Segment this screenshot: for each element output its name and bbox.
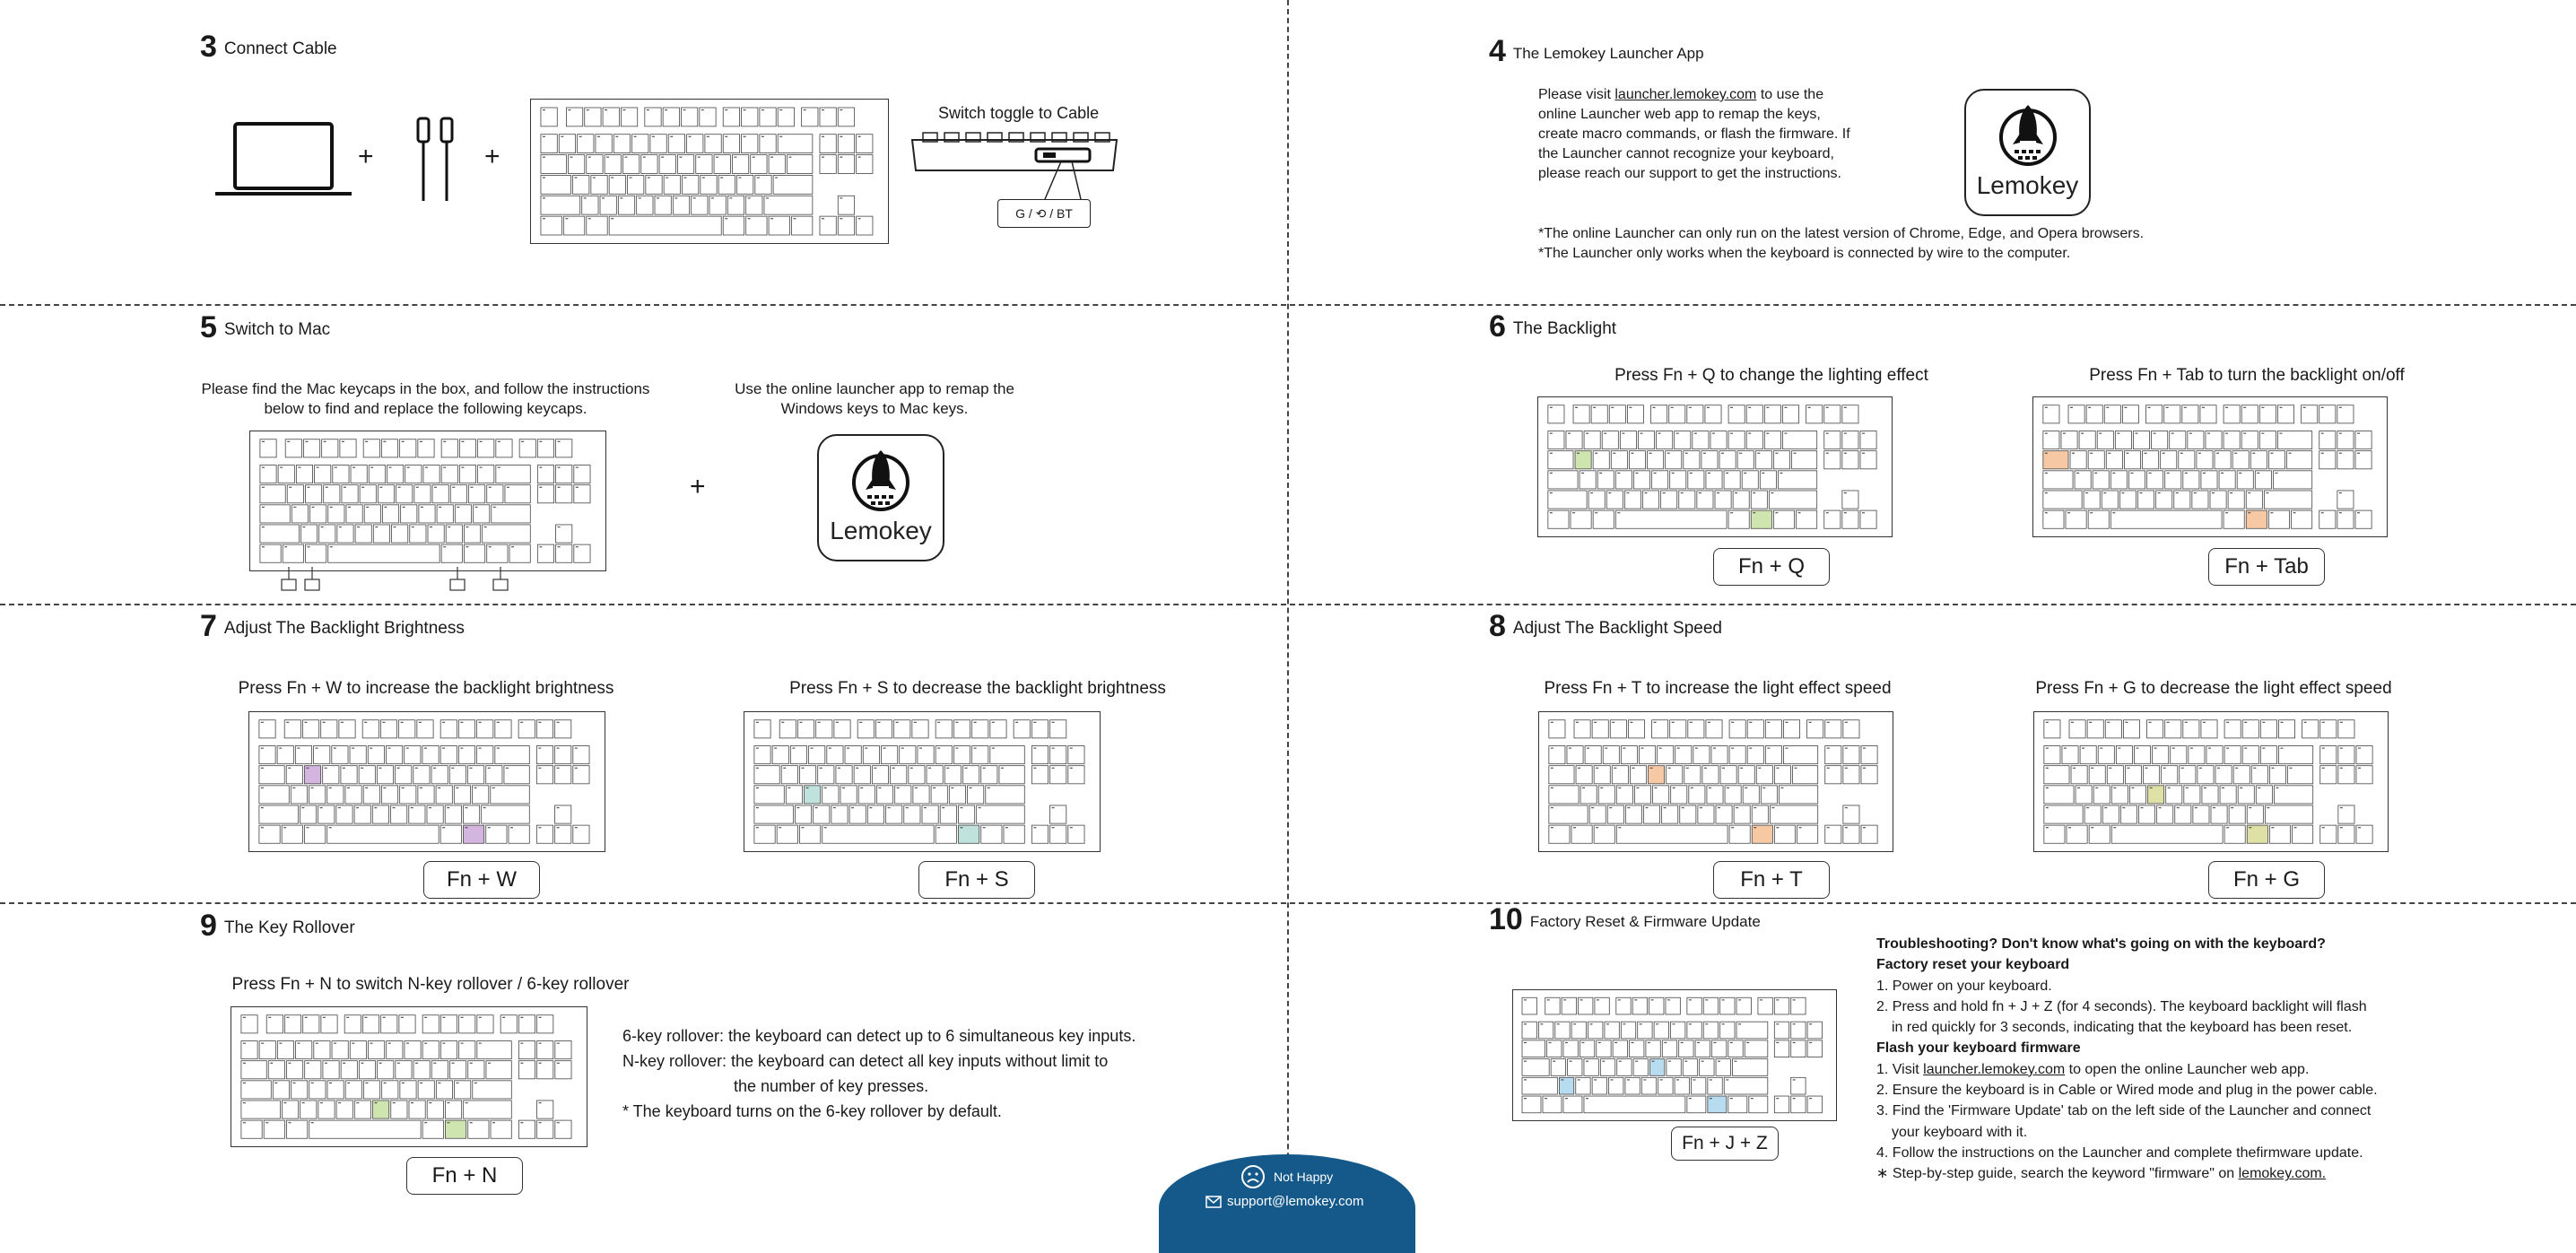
section-number: 6 [1489, 309, 1506, 344]
section-8-heading [1489, 609, 1722, 644]
fn-n-caption: Press Fn + N to switch N-key rollover / 6-key rollover [231, 975, 630, 994]
remap-caption: Use the online launcher app to remap the Windows keys to Mac keys. [735, 380, 1014, 417]
lemokey-logo [817, 434, 944, 561]
keyboard-diagram [1512, 989, 1837, 1121]
fn-q-caption: Press Fn + Q to change the lighting effect [1614, 366, 1928, 385]
n-key-line-cont: the number of key presses. [734, 1077, 929, 1095]
support-email[interactable]: support@lemokey.com [1227, 1194, 1364, 1209]
section-title: Adjust The Backlight Brightness [223, 619, 465, 638]
flash-step-3-cont: your keyboard with it. [1892, 1124, 2028, 1140]
laptop-icon [213, 118, 353, 199]
flash-step-guide: ∗ Step-by-step guide, search the keyword "firmware" on lemokey.com. [1876, 1166, 2327, 1182]
fn-j-z-combo: Fn + J + Z [1671, 1127, 1779, 1161]
browser-note: *The online Launcher can only run on the latest version of Chrome, Edge, and Opera browsers. [1538, 226, 2145, 241]
not-happy-label: Not Happy [1274, 1170, 1334, 1184]
section-title: Connect Cable [223, 39, 337, 58]
sad-face-icon [1240, 1163, 1266, 1190]
plus-sign: + [484, 142, 500, 171]
n-key-line: N-key rollover: the keyboard can detect all key inputs without limit to [622, 1052, 1109, 1070]
rollover-explanation [622, 1023, 1136, 1124]
section-6-heading [1489, 309, 1616, 344]
rocket-icon [849, 447, 912, 515]
launcher-paragraph: Please visit launcher.lemokey.com to use the online Launcher web app to remap the keys, create macro commands, or flash the firmware. If the Launcher cannot recognize your keyboard, please reach our support to get the instructions. [1538, 87, 1850, 181]
keyboard-diagram [248, 711, 605, 852]
section-number: 3 [200, 30, 217, 64]
launcher-link[interactable]: launcher.lemokey.com [1614, 87, 1757, 102]
troubleshooting-text [1876, 934, 2378, 1185]
divider-1 [0, 304, 2576, 306]
section-title: Factory Reset & Firmware Update [1529, 913, 1761, 930]
keyboard-diagram [249, 431, 606, 571]
keyboard-diagram [1537, 396, 1893, 537]
divider-2 [0, 604, 2576, 605]
fn-g-combo: Fn + G [2208, 861, 2325, 899]
flash-step-3: 3. Find the 'Firmware Update' tab on the left side of the Launcher and connect [1876, 1103, 2371, 1119]
support-badge[interactable] [1159, 1154, 1415, 1253]
fn-g-caption: Press Fn + G to decrease the light effect speed [2035, 679, 2392, 698]
section-title: The Lemokey Launcher App [1512, 45, 1704, 62]
fn-s-caption: Press Fn + S to decrease the backlight brightness [789, 679, 1166, 698]
vertical-divider [1287, 0, 1289, 1221]
keyboard-diagram [1538, 711, 1893, 852]
plus-sign: + [358, 142, 374, 171]
fn-t-caption: Press Fn + T to increase the light effect speed [1544, 679, 1892, 698]
keycap-callouts [278, 567, 529, 597]
reset-step-2-cont: in red quickly for 3 seconds, indicating that the keyboard has been reset. [1892, 1020, 2353, 1036]
section-number: 10 [1489, 902, 1523, 936]
rocket-icon [1997, 101, 2059, 170]
reset-step-2: 2. Press and hold fn + J + Z (for 4 seconds). The keyboard backlight will flash [1876, 998, 2367, 1014]
section-7-heading [200, 609, 465, 644]
keyboard-diagram [2033, 711, 2389, 852]
wired-note: *The Launcher only works when the keyboard is connected by wire to the computer. [1538, 246, 2071, 261]
section-10-heading [1489, 902, 1761, 937]
fn-w-combo: Fn + W [423, 861, 540, 899]
reset-title: Factory reset your keyboard [1876, 957, 2070, 973]
section-title: Switch to Mac [223, 320, 331, 339]
fn-w-caption: Press Fn + W to increase the backlight brightness [238, 679, 614, 698]
fn-q-combo: Fn + Q [1713, 548, 1830, 586]
keyboard-diagram [2032, 396, 2388, 537]
section-title: Adjust The Backlight Speed [1512, 619, 1722, 638]
section-number: 7 [200, 609, 217, 643]
troubleshooting-heading: Troubleshooting? Don't know what's going on with the keyboard? [1876, 936, 2326, 952]
mode-switch-label: G / ⟲ / BT [997, 199, 1091, 228]
keyboard-diagram [744, 711, 1101, 852]
section-number: 4 [1489, 34, 1506, 68]
flash-step-4: 4. Follow the instructions on the Launcher and complete thefirmware update. [1876, 1144, 2363, 1161]
section-number: 5 [200, 310, 217, 344]
support-email-row[interactable] [1205, 1194, 1364, 1209]
fn-tab-caption: Press Fn + Tab to turn the backlight on/off [2089, 366, 2405, 385]
usb-cable-icon [414, 115, 457, 204]
six-key-line: 6-key rollover: the keyboard can detect up to 6 simultaneous key inputs. [622, 1027, 1136, 1045]
default-note: * The keyboard turns on the 6-key rollover by default. [622, 1102, 1002, 1120]
section-5-heading [200, 310, 330, 345]
section-4-heading [1489, 34, 1704, 69]
flash-title: Flash your keyboard firmware [1876, 1040, 2081, 1057]
fn-n-combo: Fn + N [406, 1157, 523, 1195]
section-number: 9 [200, 909, 217, 943]
mail-icon [1205, 1196, 1222, 1208]
fn-s-combo: Fn + S [918, 861, 1035, 899]
fn-tab-combo: Fn + Tab [2208, 548, 2325, 586]
flash-step-1: 1. Visit launcher.lemokey.com to open the online Launcher web app. [1876, 1061, 2310, 1077]
logo-text: Lemokey [1976, 171, 2079, 199]
section-title: The Backlight [1512, 319, 1617, 338]
toggle-label: Switch toggle to Cable [938, 104, 1100, 122]
section-number: 8 [1489, 609, 1506, 643]
section-9-heading [200, 909, 355, 944]
mac-keycaps-caption: Please find the Mac keycaps in the box, and follow the instructions below to find and replace the following keycaps. [201, 380, 650, 417]
section-3-heading [200, 30, 337, 65]
plus-sign: + [690, 472, 706, 501]
lemokey-logo [1964, 89, 2091, 216]
flash-step-2: 2. Ensure the keyboard is in Cable or Wired mode and plug in the power cable. [1876, 1083, 2378, 1099]
divider-3 [0, 902, 2576, 904]
lemokey-link[interactable]: lemokey.com. [2238, 1166, 2327, 1182]
keyboard-diagram [530, 99, 889, 244]
logo-text: Lemokey [830, 517, 932, 544]
keyboard-diagram [231, 1006, 587, 1147]
reset-step-1: 1. Power on your keyboard. [1876, 978, 2052, 994]
launcher-link[interactable]: launcher.lemokey.com [1923, 1061, 2066, 1077]
fn-t-combo: Fn + T [1713, 861, 1830, 899]
section-title: The Key Rollover [223, 918, 355, 937]
not-happy-row [1240, 1163, 1333, 1190]
